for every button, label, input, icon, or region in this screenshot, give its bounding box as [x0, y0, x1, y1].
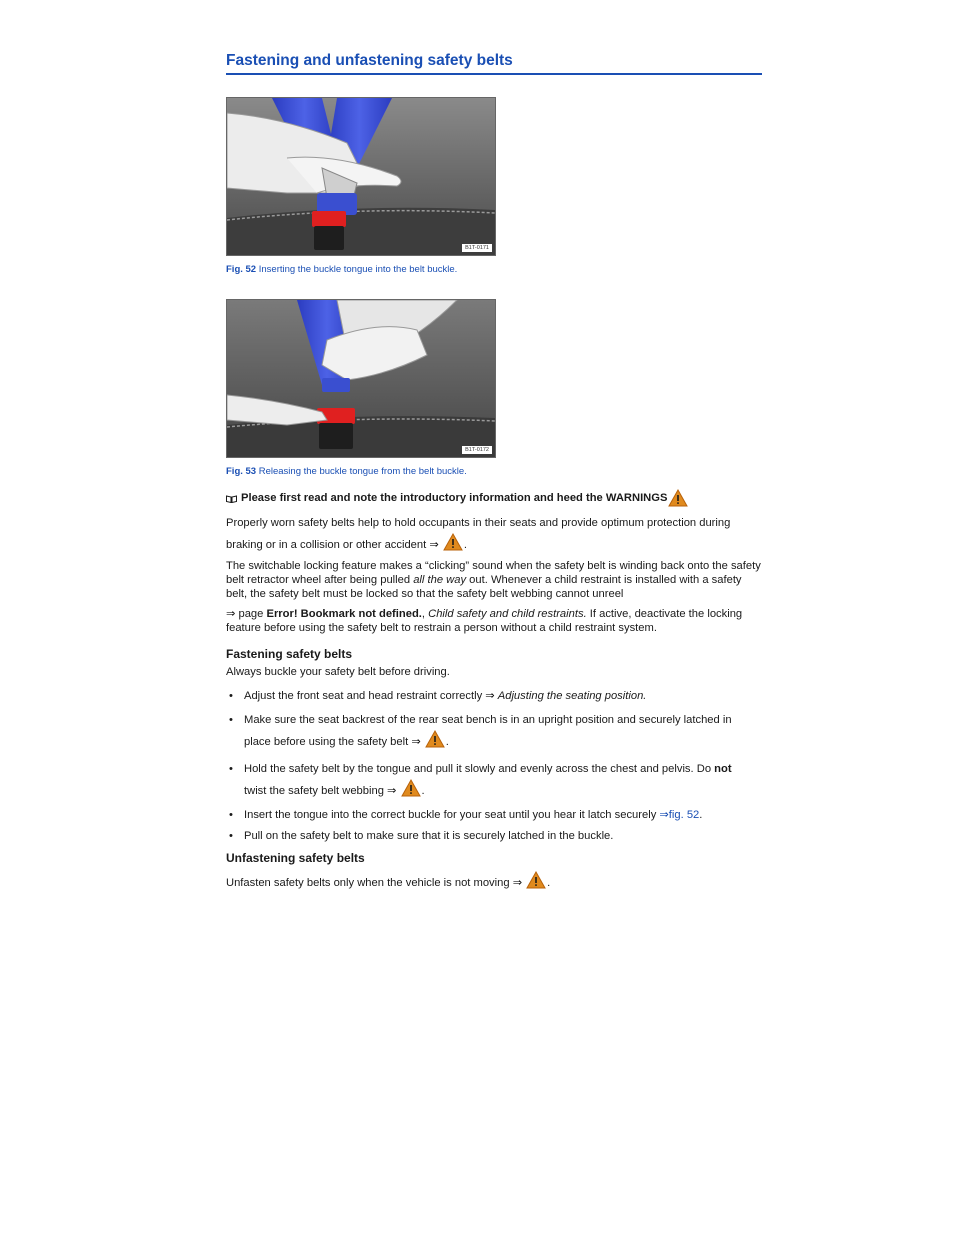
- para-1: Properly worn safety belts help to hold occupants in their seats and provide optimum protection during braking or in a collision or other accident ⇒ .: [226, 517, 731, 551]
- figure-53-caption: [226, 466, 762, 477]
- arrow-glyph: ⇒: [485, 690, 495, 702]
- fasten-intro: Always buckle your safety belt before driving.: [226, 666, 450, 678]
- figure-52-caption: [226, 264, 762, 275]
- intro-note: [226, 489, 762, 507]
- page: [226, 52, 762, 893]
- para-2-text-b: out. Whenever a child restraint is installed with a safety belt, the safety belt must be locked so that the safety belt webbing cannot unreel: [226, 574, 742, 600]
- bookmark-error[interactable]: Error! Bookmark not defined.: [266, 608, 422, 620]
- warning-icon[interactable]: [526, 871, 546, 889]
- page-title: Fastening and unfastening safety belts: [226, 52, 762, 75]
- bullet-icon: •: [229, 830, 233, 842]
- figure-53-image: [226, 299, 496, 458]
- bullet-icon: •: [229, 809, 233, 821]
- warning-icon[interactable]: [425, 730, 445, 748]
- figure-code: B1T-0172: [462, 446, 492, 454]
- fig-52-link[interactable]: fig. 52: [668, 809, 700, 821]
- step-3-text-b: twist the safety belt webbing: [244, 785, 384, 797]
- unfasten-text: Unfasten safety belts only when the vehicle is not moving ⇒ .: [226, 871, 762, 893]
- step-3-emphasis: not: [714, 763, 732, 775]
- heading-unfastening: Unfastening safety belts: [226, 851, 365, 865]
- warning-icon[interactable]: [401, 779, 421, 797]
- step-4-text: Insert the tongue into the correct buckle for your seat until you hear it latch securely: [244, 809, 657, 821]
- intro-text: Please first read and note the introductory information and heed the WARNINGS: [241, 492, 668, 504]
- page-ref-word: page: [238, 608, 264, 620]
- child-safety-link[interactable]: Child safety and child restraints.: [428, 608, 587, 620]
- bullet-icon: •: [229, 690, 233, 702]
- arrow-glyph: ⇒: [512, 877, 523, 889]
- step-3-text-a: Hold the safety belt by the tongue and pull it slowly and evenly across the chest and pelvis. Do: [244, 763, 712, 775]
- arrow-glyph: ⇒: [659, 809, 669, 821]
- bullet-icon: •: [229, 763, 233, 775]
- step-2-text-b: place before using the safety belt: [244, 736, 409, 748]
- list-item: • Make sure the seat backrest of the rear seat bench is in an upright position and securely latched in place before using the safety belt ⇒ .: [226, 710, 762, 752]
- step-5-text: Pull on the safety belt to make sure that it is securely latched in the buckle.: [244, 830, 614, 842]
- arrow-glyph: ⇒: [387, 785, 397, 797]
- para-2: [226, 559, 762, 601]
- list-item: [226, 829, 762, 843]
- book-icon: [226, 494, 237, 502]
- para-2-italic: all the way: [413, 574, 467, 586]
- para-1-text-a: Properly worn safety belts help to hold occupants in their seats and provide optimum protection during: [226, 517, 731, 529]
- list-item: • Hold the safety belt by the tongue and pull it slowly and evenly across the chest and pelvis. Do not twist the safety belt webbing ⇒ .: [226, 759, 762, 801]
- figure-caption-text: Releasing the buckle tongue from the belt buckle.: [258, 466, 467, 477]
- para-3-rest: If active, deactivate the locking feature before using the safety belt to restrain a person without a child restraint system.: [226, 608, 743, 634]
- seating-position-link[interactable]: Adjusting the seating position.: [497, 690, 647, 702]
- fasten-steps-list: [226, 689, 762, 843]
- step-2-text-a: Make sure the seat backrest of the rear seat bench is in an upright position and securely latched in: [244, 714, 732, 726]
- bullet-icon: •: [229, 714, 233, 726]
- arrow-glyph: ⇒: [226, 608, 236, 620]
- unfasten-text-body: Unfasten safety belts only when the vehicle is not moving: [226, 877, 510, 889]
- figure-caption-text: Inserting the buckle tongue into the belt buckle.: [258, 264, 458, 275]
- figure-number: Fig. 52: [226, 264, 257, 275]
- para-2-text-a: The switchable locking feature makes a “clicking” sound when the safety belt is winding back onto the safety belt retractor wheel after being pulled: [226, 560, 761, 586]
- figure-52-image: [226, 97, 496, 256]
- para-1-text-b: braking or in a collision or other accident: [226, 539, 427, 551]
- para-3: ⇒ page Error! Bookmark not defined., Child safety and child restraints. If active, deactivate the locking feature before using the safety belt to restrain a person without a child restraint system.: [226, 608, 743, 634]
- figure-code: B1T-0171: [462, 244, 492, 252]
- step-1-text: Adjust the front seat and head restraint correctly: [244, 690, 483, 702]
- warning-icon[interactable]: [443, 533, 463, 551]
- list-item: [226, 689, 762, 703]
- arrow-glyph: ⇒: [411, 736, 421, 748]
- arrow-glyph: ⇒: [429, 539, 439, 551]
- heading-fastening: Fastening safety belts: [226, 647, 353, 661]
- warning-icon[interactable]: [668, 489, 688, 507]
- list-item: • Insert the tongue into the correct buckle for your seat until you hear it latch securely ⇒fig. 52.: [229, 809, 703, 821]
- figure-number: Fig. 53: [226, 466, 257, 477]
